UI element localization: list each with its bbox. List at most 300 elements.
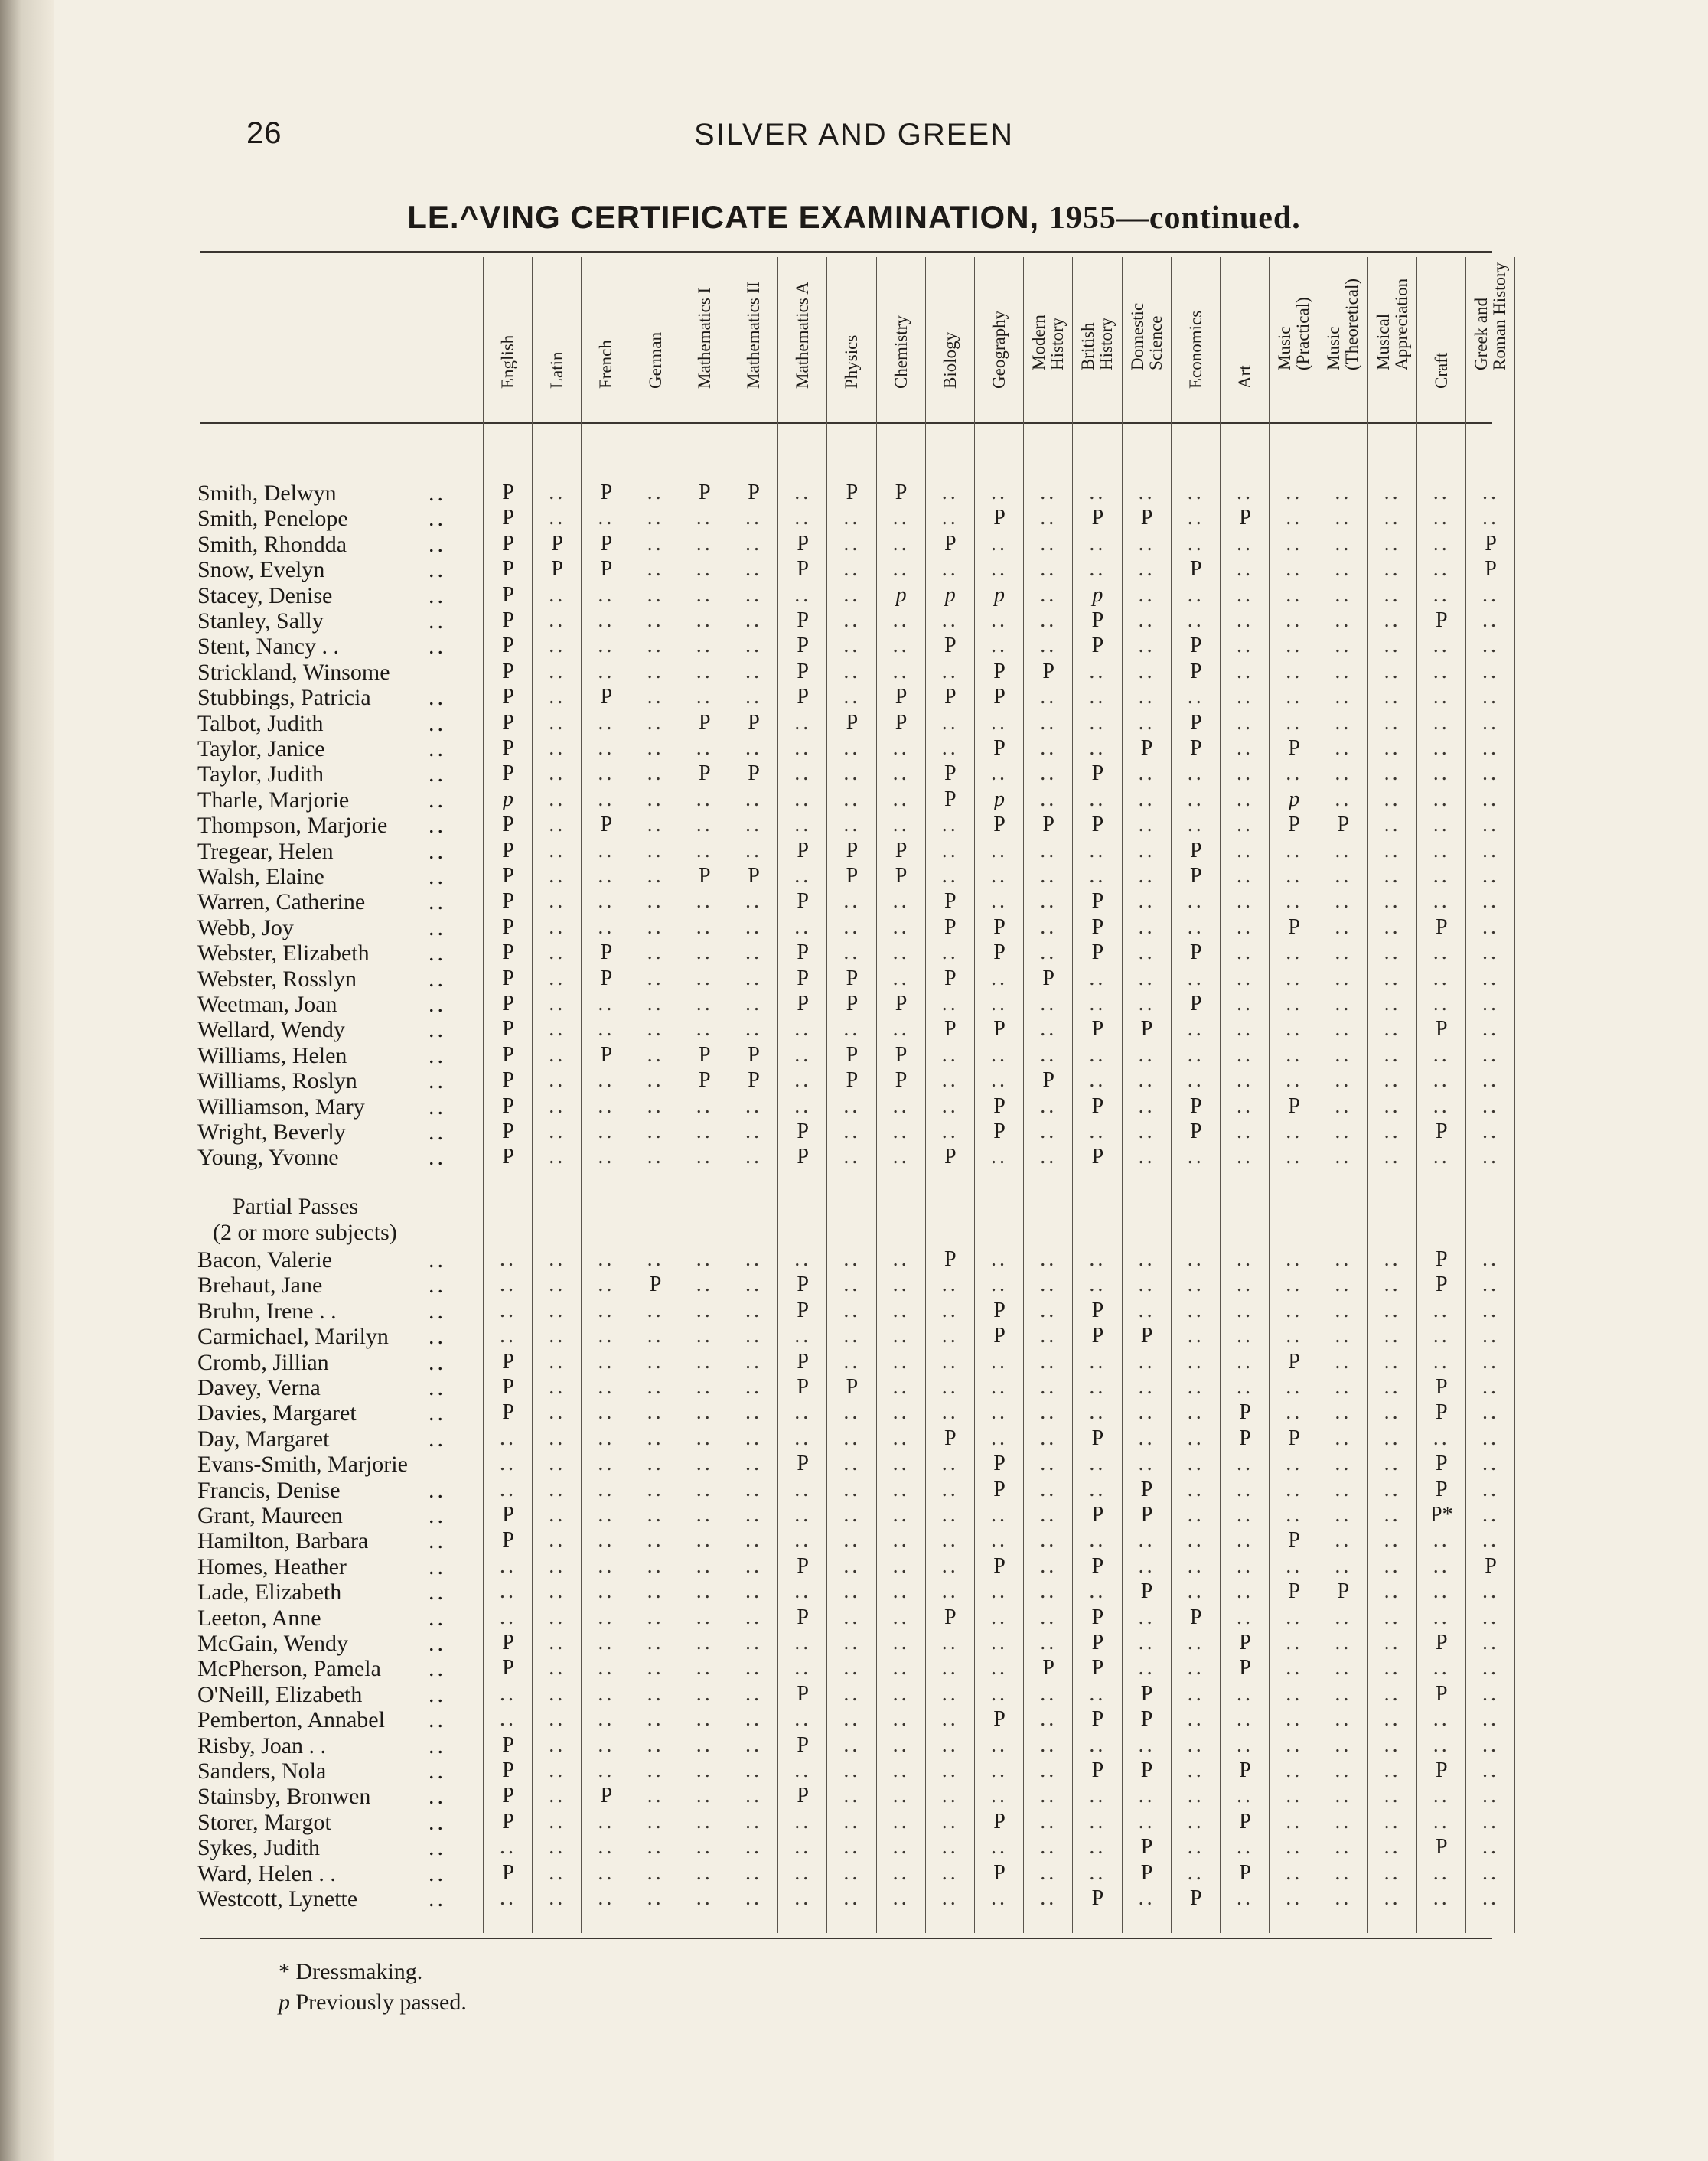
result-cell: .. — [843, 1707, 861, 1732]
result-cell: .. — [1482, 659, 1499, 683]
result-cell: .. — [794, 1758, 812, 1782]
result-cell: .. — [1335, 1349, 1352, 1374]
result-cell: .. — [598, 1426, 615, 1450]
result-cell: P — [502, 864, 514, 888]
result-cell: .. — [696, 1809, 713, 1833]
result-cell: .. — [1237, 736, 1253, 760]
student-name: Stainsby, Bronwen — [197, 1784, 371, 1810]
result-cell: .. — [1384, 787, 1401, 811]
partial-passes-heading: Partial Passes — [233, 1194, 359, 1219]
result-cell: P — [1288, 1094, 1300, 1118]
result-cell: .. — [1335, 992, 1352, 1015]
result-cell: .. — [843, 787, 861, 811]
result-cell: .. — [1187, 914, 1204, 939]
result-cell: .. — [892, 1324, 910, 1348]
result-cell: .. — [892, 1273, 910, 1297]
result-cell: .. — [991, 1886, 1008, 1910]
result-cell: P — [797, 1298, 809, 1322]
result-cell: P — [502, 1860, 514, 1885]
result-cell: .. — [1187, 1656, 1204, 1680]
result-cell: P — [1091, 940, 1104, 965]
result-cell: P — [797, 531, 809, 556]
result-cell: P — [944, 1247, 957, 1271]
result-cell: .. — [794, 481, 812, 504]
result-cell: .. — [991, 864, 1008, 888]
result-cell: P — [1190, 864, 1202, 888]
result-cell: .. — [1138, 1452, 1156, 1476]
result-cell: P — [1091, 813, 1104, 837]
result-cell: .. — [1384, 1809, 1401, 1833]
result-cell: .. — [843, 1681, 861, 1706]
result-cell: .. — [1040, 1120, 1058, 1143]
result-cell: .. — [1040, 1707, 1058, 1732]
result-cell: .. — [1335, 1835, 1352, 1860]
name-leader: .. — [429, 1273, 446, 1299]
result-cell: .. — [794, 582, 812, 607]
result-cell: P — [895, 864, 908, 888]
result-cell: .. — [1089, 1120, 1107, 1143]
result-cell: .. — [794, 1400, 812, 1425]
result-cell: .. — [549, 1068, 566, 1093]
result-cell: P — [846, 1068, 859, 1093]
result-cell: P — [797, 1375, 809, 1399]
result-cell: P — [502, 1042, 514, 1067]
result-cell: .. — [1237, 787, 1253, 811]
student-name: Stent, Nancy . . — [197, 634, 339, 660]
result-cell: .. — [598, 582, 615, 607]
result-cell: .. — [1040, 1631, 1058, 1654]
result-cell: p — [944, 582, 956, 607]
result-cell: .. — [696, 582, 713, 607]
student-name: Stubbings, Patricia — [197, 685, 371, 711]
result-cell: .. — [647, 1528, 664, 1553]
footnote-line — [279, 1990, 467, 2016]
result-cell: .. — [549, 1042, 566, 1067]
result-cell: .. — [647, 1068, 664, 1093]
result-cell: .. — [745, 531, 762, 556]
result-cell: P — [699, 761, 711, 786]
result-cell: .. — [1187, 1732, 1204, 1757]
result-cell: .. — [1335, 1860, 1352, 1885]
result-cell: .. — [941, 940, 959, 965]
student-name: Bacon, Valerie — [197, 1247, 333, 1273]
result-cell: P — [502, 838, 514, 862]
result-cell: P — [1436, 1477, 1448, 1501]
footnote-mark: p — [279, 1990, 290, 2015]
result-cell: P — [502, 1631, 514, 1654]
student-name: Leeton, Anne — [197, 1605, 321, 1631]
result-cell: .. — [843, 506, 861, 530]
result-cell: .. — [1237, 1273, 1253, 1297]
result-cell: .. — [1482, 813, 1499, 837]
result-cell: .. — [598, 659, 615, 683]
result-cell: .. — [1384, 1375, 1401, 1399]
result-cell: P — [944, 966, 957, 990]
student-name: Weetman, Joan — [197, 992, 337, 1017]
footnote-text: Dressmaking. — [290, 1959, 423, 1984]
result-cell: .. — [941, 1094, 959, 1118]
result-cell: .. — [745, 1631, 762, 1654]
result-cell: .. — [745, 659, 762, 683]
student-name: Smith, Delwyn — [197, 481, 337, 506]
result-cell: .. — [794, 1017, 812, 1041]
result-cell: p — [994, 787, 1005, 811]
result-cell: .. — [1384, 1273, 1401, 1297]
result-cell: .. — [647, 1400, 664, 1425]
result-cell: .. — [1482, 1886, 1499, 1910]
result-cell: .. — [1138, 889, 1156, 914]
result-cell: .. — [1433, 1656, 1450, 1680]
page-heading — [0, 199, 1708, 236]
result-cell: P — [699, 1068, 711, 1093]
result-cell: .. — [1384, 1528, 1401, 1553]
result-cell: P — [1091, 1298, 1104, 1322]
subject-header — [631, 239, 680, 413]
result-cell: .. — [1040, 1528, 1058, 1553]
result-cell: .. — [991, 1605, 1008, 1629]
table-bottom-rule — [200, 1938, 1492, 1939]
result-cell: P — [600, 966, 613, 990]
result-cell: .. — [843, 1528, 861, 1553]
result-cell: .. — [794, 1707, 812, 1732]
footnote-line — [279, 1959, 422, 1985]
result-cell: .. — [647, 481, 664, 504]
result-cell: .. — [991, 1145, 1008, 1169]
result-cell: P — [1485, 1553, 1497, 1578]
result-cell: .. — [745, 608, 762, 632]
result-cell: .. — [991, 557, 1008, 582]
result-cell: .. — [1384, 1400, 1401, 1425]
result-cell: .. — [1482, 1375, 1499, 1399]
result-cell: .. — [598, 1145, 615, 1169]
subject-header — [680, 239, 729, 413]
student-name: Young, Yvonne — [197, 1145, 339, 1171]
footnote-mark: * — [279, 1959, 290, 1984]
result-cell: .. — [1187, 787, 1204, 811]
result-cell: P — [797, 1732, 809, 1757]
result-cell: .. — [1040, 889, 1058, 914]
result-cell: .. — [1237, 1452, 1253, 1476]
result-cell: .. — [598, 1375, 615, 1399]
result-cell: .. — [941, 1298, 959, 1322]
result-cell: .. — [1040, 1758, 1058, 1782]
result-cell: P — [1091, 1656, 1104, 1680]
result-cell: .. — [1237, 1579, 1253, 1604]
result-cell: .. — [794, 1835, 812, 1860]
result-cell: .. — [1089, 659, 1107, 683]
result-cell: .. — [598, 1452, 615, 1476]
student-name: Evans-Smith, Marjorie — [197, 1452, 408, 1478]
result-cell: .. — [549, 1400, 566, 1425]
result-cell: .. — [1384, 1835, 1401, 1860]
result-cell: .. — [843, 1017, 861, 1041]
result-cell: .. — [647, 710, 664, 735]
result-cell: P — [502, 1732, 514, 1757]
student-name: Grant, Maureen — [197, 1503, 343, 1528]
name-leader: .. — [429, 685, 446, 711]
result-cell: .. — [892, 634, 910, 658]
result-cell: .. — [549, 1375, 566, 1399]
result-cell: .. — [1384, 1094, 1401, 1118]
result-cell: .. — [1040, 864, 1058, 888]
result-cell: .. — [892, 889, 910, 914]
result-cell: .. — [1335, 1247, 1352, 1271]
result-cell: .. — [1237, 1732, 1253, 1757]
result-cell: .. — [1040, 481, 1058, 504]
result-cell: P — [846, 481, 859, 504]
result-cell: .. — [941, 1809, 959, 1833]
result-cell: P — [993, 1452, 1006, 1476]
result-cell: .. — [1433, 634, 1450, 658]
result-cell: .. — [991, 1400, 1008, 1425]
subject-label: Geography — [989, 310, 1009, 389]
result-cell: .. — [1040, 608, 1058, 632]
result-cell: .. — [1237, 1247, 1253, 1271]
student-name: Carmichael, Marilyn — [197, 1324, 389, 1350]
result-cell: .. — [549, 1758, 566, 1782]
result-cell: .. — [1482, 1605, 1499, 1629]
result-cell: .. — [647, 1452, 664, 1476]
result-cell: P — [1190, 940, 1202, 965]
result-cell: .. — [1335, 557, 1352, 582]
result-cell: .. — [696, 914, 713, 939]
result-cell: .. — [647, 1631, 664, 1654]
result-cell: .. — [647, 889, 664, 914]
result-cell: .. — [549, 838, 566, 862]
result-cell: .. — [892, 1835, 910, 1860]
result-cell: .. — [1482, 481, 1499, 504]
result-cell: .. — [1187, 1375, 1204, 1399]
result-cell: .. — [991, 1784, 1008, 1808]
result-cell: .. — [794, 1860, 812, 1885]
result-cell: .. — [843, 1656, 861, 1680]
name-leader: .. — [429, 1298, 446, 1324]
result-cell: .. — [892, 1631, 910, 1654]
result-cell: .. — [745, 838, 762, 862]
result-cell: P — [1239, 1809, 1251, 1833]
result-cell: P — [895, 838, 908, 862]
result-cell: .. — [647, 966, 664, 990]
subject-header — [1417, 239, 1466, 413]
result-cell: P — [797, 1452, 809, 1476]
result-cell: .. — [647, 1809, 664, 1833]
result-cell: .. — [1237, 1349, 1253, 1374]
result-cell: .. — [1040, 1452, 1058, 1476]
result-cell: .. — [1138, 1042, 1156, 1067]
result-cell: P — [797, 940, 809, 965]
result-cell: .. — [991, 634, 1008, 658]
result-cell: .. — [1433, 1298, 1450, 1322]
result-cell: .. — [549, 1247, 566, 1271]
result-cell: P — [1436, 1375, 1448, 1399]
result-cell: .. — [1335, 940, 1352, 965]
result-cell: .. — [941, 1375, 959, 1399]
result-cell: .. — [745, 1528, 762, 1553]
result-cell: .. — [1237, 1120, 1253, 1143]
result-cell: .. — [1187, 1784, 1204, 1808]
result-cell: .. — [1433, 761, 1450, 786]
result-cell: .. — [1138, 1120, 1156, 1143]
subject-header — [926, 239, 975, 413]
heading-year: 1955—continued. — [1048, 200, 1301, 236]
result-cell: .. — [1335, 1094, 1352, 1118]
result-cell: .. — [598, 1631, 615, 1654]
result-cell: P — [1140, 1681, 1153, 1706]
result-cell: .. — [843, 1477, 861, 1501]
result-cell: .. — [843, 1579, 861, 1604]
result-cell: .. — [1138, 582, 1156, 607]
result-cell: .. — [1384, 1784, 1401, 1808]
result-cell: P — [797, 966, 809, 990]
subject-header — [729, 239, 778, 413]
name-leader: .. — [429, 1042, 446, 1068]
subject-header — [533, 239, 582, 413]
subject-label: Mathematics I — [694, 287, 714, 389]
result-cell: .. — [745, 813, 762, 837]
result-cell: .. — [991, 608, 1008, 632]
result-cell: .. — [549, 992, 566, 1015]
result-cell: .. — [1482, 1145, 1499, 1169]
result-cell: .. — [1433, 940, 1450, 965]
result-cell: .. — [1187, 608, 1204, 632]
result-cell: .. — [1040, 838, 1058, 862]
subject-label: Latin — [547, 351, 567, 389]
result-cell: .. — [598, 1094, 615, 1118]
result-cell: .. — [991, 1068, 1008, 1093]
student-name: Westcott, Lynette — [197, 1886, 358, 1912]
result-cell: .. — [794, 1631, 812, 1654]
result-cell: .. — [1040, 1298, 1058, 1322]
result-cell: .. — [1433, 1707, 1450, 1732]
result-cell: P — [1190, 992, 1202, 1015]
student-name: Davies, Margaret — [197, 1400, 357, 1426]
result-cell: .. — [549, 1605, 566, 1629]
result-cell: .. — [1286, 659, 1303, 683]
subject-header — [484, 239, 533, 413]
result-cell: P — [600, 1784, 613, 1808]
student-name: McGain, Wendy — [197, 1631, 348, 1656]
result-cell: .. — [1138, 557, 1156, 582]
result-cell: P — [797, 1605, 809, 1629]
result-cell: P — [1436, 1452, 1448, 1476]
result-cell: .. — [1384, 582, 1401, 607]
result-cell: .. — [696, 608, 713, 632]
result-cell: .. — [1384, 1886, 1401, 1910]
result-cell: P — [502, 1017, 514, 1041]
result-cell: .. — [1237, 838, 1253, 862]
result-cell: .. — [892, 557, 910, 582]
result-cell: .. — [549, 1732, 566, 1757]
result-cell: .. — [1482, 1094, 1499, 1118]
name-leader: .. — [429, 1809, 446, 1835]
result-cell: .. — [647, 1426, 664, 1450]
result-cell: .. — [1089, 1273, 1107, 1297]
result-cell: .. — [892, 1656, 910, 1680]
result-cell: P — [699, 864, 711, 888]
result-cell: .. — [843, 1503, 861, 1527]
result-cell: .. — [549, 1631, 566, 1654]
result-cell: .. — [1040, 1349, 1058, 1374]
result-cell: .. — [1433, 1528, 1450, 1553]
result-cell: P — [944, 761, 957, 786]
student-name: Thompson, Marjorie — [197, 813, 388, 839]
result-cell: .. — [1237, 1042, 1253, 1067]
result-cell: .. — [598, 914, 615, 939]
result-cell: P — [502, 608, 514, 632]
result-cell: .. — [843, 608, 861, 632]
result-cell: .. — [1286, 1758, 1303, 1782]
result-cell: .. — [745, 1477, 762, 1501]
result-cell: .. — [1040, 531, 1058, 556]
result-cell: .. — [843, 1452, 861, 1476]
result-cell: .. — [991, 531, 1008, 556]
result-cell: .. — [1089, 531, 1107, 556]
result-cell: .. — [1089, 864, 1107, 888]
result-cell: .. — [1433, 1324, 1450, 1348]
result-cell: .. — [1187, 1809, 1204, 1833]
result-cell: .. — [941, 481, 959, 504]
result-cell: .. — [892, 1605, 910, 1629]
name-leader: .. — [429, 1528, 446, 1554]
result-cell: P — [551, 557, 563, 582]
result-cell: .. — [1138, 634, 1156, 658]
result-cell: P — [1091, 1145, 1104, 1169]
name-leader: .. — [429, 761, 446, 787]
result-cell: .. — [794, 1426, 812, 1450]
result-cell: .. — [1482, 1017, 1499, 1041]
result-cell: .. — [1335, 1758, 1352, 1782]
result-cell: .. — [1187, 1528, 1204, 1553]
result-cell: .. — [892, 1120, 910, 1143]
result-cell: .. — [991, 1681, 1008, 1706]
result-cell: .. — [1384, 1758, 1401, 1782]
result-cell: .. — [1433, 787, 1450, 811]
subject-label: Physics — [842, 334, 862, 389]
result-cell: .. — [1040, 1324, 1058, 1348]
result-cell: .. — [794, 736, 812, 760]
result-cell: .. — [1335, 634, 1352, 658]
result-cell: .. — [647, 1094, 664, 1118]
name-leader: .. — [429, 582, 446, 608]
result-cell: .. — [1433, 838, 1450, 862]
result-cell: .. — [549, 1681, 566, 1706]
result-cell: .. — [1237, 531, 1253, 556]
result-cell: .. — [991, 1656, 1008, 1680]
result-cell: .. — [549, 1503, 566, 1527]
result-cell: .. — [1482, 1324, 1499, 1348]
result-cell: .. — [598, 736, 615, 760]
result-cell: .. — [647, 992, 664, 1015]
result-cell: P — [600, 940, 613, 965]
result-cell: .. — [598, 889, 615, 914]
result-cell: P — [600, 531, 613, 556]
result-cell: .. — [1138, 838, 1156, 862]
result-cell: .. — [647, 1656, 664, 1680]
result-cell: .. — [696, 1324, 713, 1348]
result-cell: .. — [794, 1579, 812, 1604]
result-cell: .. — [1040, 1809, 1058, 1833]
result-cell: .. — [745, 1273, 762, 1297]
result-cell: .. — [892, 1579, 910, 1604]
result-cell: .. — [647, 1860, 664, 1885]
result-cell: .. — [1335, 608, 1352, 632]
result-cell: P — [502, 1068, 514, 1093]
result-cell: .. — [1138, 761, 1156, 786]
result-cell: .. — [745, 940, 762, 965]
result-cell: .. — [1482, 1452, 1499, 1476]
result-cell: .. — [1089, 1247, 1107, 1271]
result-cell: P — [649, 1273, 662, 1297]
